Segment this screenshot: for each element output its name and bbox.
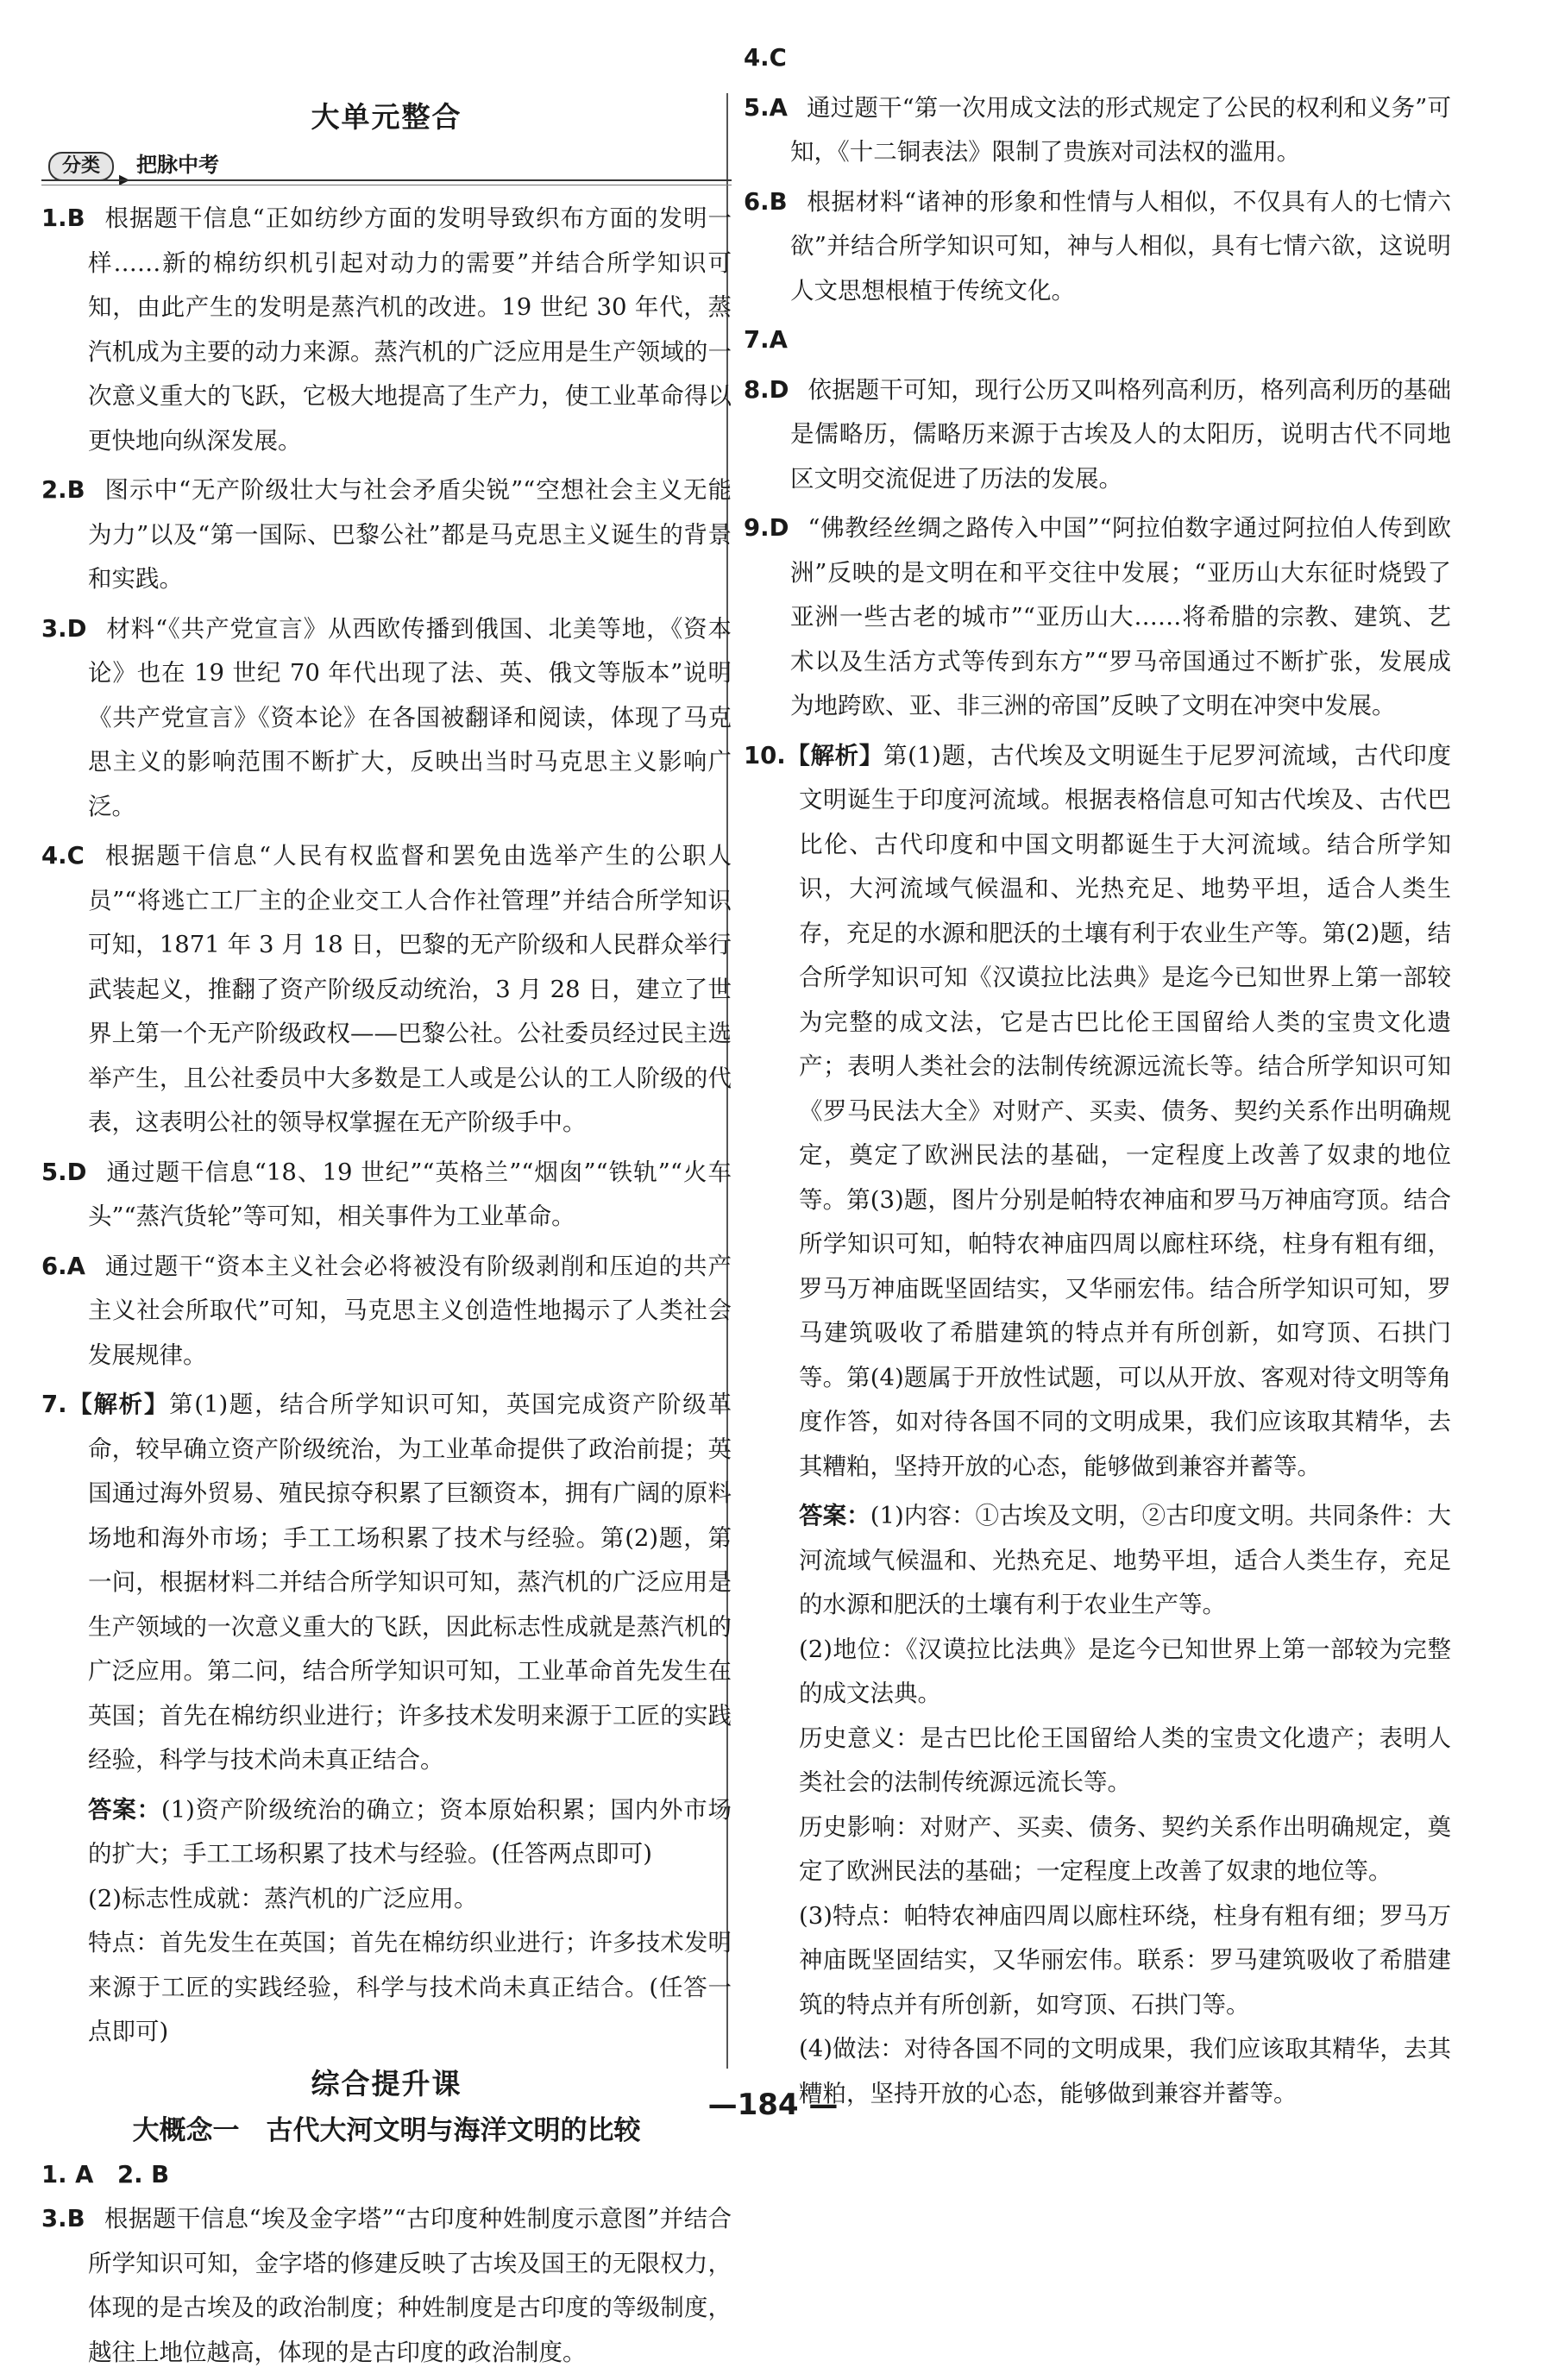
section-title: 大单元整合 <box>311 100 462 134</box>
answer-item-10-answer-5: (3)特点：帕特农神庙四周以廊柱环绕，柱身有粗有细；罗马万神庙既坚固结实，又华丽宏伟。联系：罗马建筑吸收了希腊建筑的特点并有所创新，如穹顶、石拱门等。 <box>799 1901 1451 2019</box>
answer-item-s2-6: 6.B 根据材料“诸神的形象和性情与人相似，不仅具有人的七情六欲”并结合所学知识可知，神与人相似，具有七情六欲，这说明人文思想根植于传统文化。 <box>744 187 1451 305</box>
left-column <box>41 93 732 2380</box>
answer-items-1-2: 1. A 2. B <box>41 2160 170 2188</box>
answer-item-10-answer-3: 历史意义：是古巴比伦王国留给人类的宝贵文化遗产；表明人类社会的法制传统源远流长等。 <box>799 1724 1451 1796</box>
answer-item-s2-9: 9.D “佛教经丝绸之路传入中国”“阿拉伯数字通过阿拉伯人传到欧洲”反映的是文明在和平交往中发展；“亚历山大东征时烧毁了亚洲一些古老的城市”“亚历山大……将希腊的宗教、建筑、艺术以及生活方式等传到东方”“罗马帝国通过不断扩张，发展成为地跨欧、亚、非三洲的帝国”反映了文明在冲突中发展。 <box>744 514 1451 719</box>
answer-item-6: 6.A 通过题干“资本主义社会必将被没有阶级剥削和压迫的共产主义社会所取代”可知，马克思主义创造性地揭示了人类社会发展规律。 <box>41 1252 732 1369</box>
right-column <box>744 44 1452 2116</box>
answer-item-10-answer-1: 答案：(1)内容：①古埃及文明，②古印度文明。共同条件：大河流域气候温和、光热充足、地势平坦，适合人类生存，充足的水源和肥沃的土壤有利于农业生产等。 <box>799 1502 1452 1618</box>
page-number: —184 — <box>707 2088 839 2122</box>
answer-item-3: 3.D 材料“《共产党宣言》从西欧传播到俄国、北美等地，《资本论》也在 19 世纪 70 年代出现了法、英、俄文等版本”说明《共产党宣言》《资本论》在各国被翻译和阅读，体现了马克思主义的影响范围不断扩大，反映出当时马克思主义影响广泛。 <box>41 614 732 820</box>
answer-item-5: 5.D 通过题干信息“18、19 世纪”“英格兰”“烟囱”“铁轨”“火车头”“蒸汽货轮”等可知，相关事件为工业革命。 <box>41 1158 732 1230</box>
answer-item-7-answer: 答案：(1)资产阶级统治的确立；资本原始积累；国内外市场的扩大；手工工场积累了技术与经验。(任答两点即可) <box>88 1795 732 1868</box>
answer-item-7-answer-3: 特点：首先发生在英国；首先在棉纺织业进行；许多技术发明来源于工匠的实践经验，科学与技术尚未真正结合。(任答一点即可) <box>88 1929 732 2045</box>
answer-item-s2-8: 8.D 依据题干可知，现行公历又叫格列高利历，格列高利历的基础是儒略历，儒略历来源于古埃及人的太阳历，说明古代不同地区文明交流促进了历法的发展。 <box>744 375 1451 493</box>
answer-item-s2-5: 5.A 通过题干“第一次用成文法的形式规定了公民的权利和义务”可知，《十二铜表法》限制了贵族对司法权的滥用。 <box>744 93 1451 166</box>
divider-line <box>41 179 732 181</box>
answer-item-10-answer-4: 历史影响：对财产、买卖、债务、契约关系作出明确规定，奠定了欧洲民法的基础；一定程度上改善了奴隶的地位等。 <box>799 1812 1451 1885</box>
answer-item-10-analysis: 10.【解析】第(1)题，古代埃及文明诞生于尼罗河流域，古代印度文明诞生于印度河流域。根据表格信息可知古代埃及、古代巴比伦、古代印度和中国文明都诞生于大河流域。结合所学知识，大河流域气候温和、光热充足、地势平坦，适合人类生存，充足的水源和肥沃的土壤有利于农业生产等。第(2)题，结合所学知识可知《汉谟拉比法典》是迄今已知世界上第一部较为完整的成文法，它是古巴比伦王国留给人类的宝贵文化遗产；表明人类社会的法制传统源远流长等。结合所学知识可知《罗马民法大全》对财产、买卖、债务、契约关系作出明确规定，奠定了欧洲民法的基础，一定程度上改善了奴隶的地位等。第(3)题，图片分别是帕特农神庙和罗马万神庙穹顶。结合所学知识可知，帕特农神庙四周以廊柱环绕，柱身有粗有细，罗马万神庙既坚固结实，又华丽宏伟。结合所学知识可知，罗马建筑吸收了希腊建筑的特点并有所创新，如穹顶、石拱门等。第(4)题属于开放性试题，可以从开放、客观对待文明等角度作答，如对待各国不同的文明成果，我们应该取其精华，去其糟粕，坚持开放的心态，能够做到兼容并蓄等。 <box>744 741 1452 1480</box>
answer-item-7-analysis: 7.【解析】第(1)题，结合所学知识可知，英国完成资产阶级革命，较早确立资产阶级统治，为工业革命提供了政治前提；英国通过海外贸易、殖民掠夺积累了巨额资本，拥有广阔的原料场地和海外市场；手工工场积累了技术与经验。第(2)题，第一问，根据材料二并结合所学知识可知，蒸汽机的广泛应用是生产领域的一次意义重大的飞跃，因此标志性成就是蒸汽机的广泛应用。第二问，结合所学知识可知，工业革命首先发生在英国；首先在棉纺织业进行；许多技术发明来源于工匠的实践经验，科学与技术尚未真正结合。 <box>41 1391 732 1774</box>
answer-item-s2-4: 4.C <box>744 44 787 72</box>
answer-item-s2-7: 7.A <box>744 326 788 354</box>
answer-item-10-answer-6: (4)做法：对待各国不同的文明成果，我们应该取其精华，去其糟粕，坚持开放的心态，能够做到兼容并蓄等。 <box>799 2035 1451 2107</box>
answer-item-2: 2.B 图示中“无产阶级壮大与社会矛盾尖锐”“空想社会主义无能为力”以及“第一国际、巴黎公社”都是马克思主义诞生的背景和实践。 <box>41 476 732 593</box>
answer-item-10-answer-2: (2)地位：《汉谟拉比法典》是迄今已知世界上第一部较为完整的成文法典。 <box>799 1635 1451 1707</box>
answer-item-s2-3: 3.B 根据题干信息“埃及金字塔”“古印度种姓制度示意图”并结合所学知识可知，金字塔的修建反映了古埃及国王的无限权力，体现的是古埃及的政治制度；种姓制度是古印度的等级制度，越往上地位越高，体现的是古印度的政治制度。 <box>41 2205 732 2366</box>
answer-item-4: 4.C 根据题干信息“人民有权监督和罢免由选举产生的公职人员”“将逃亡工厂主的企业交工人合作社管理”并结合所学知识可知，1871 年 3 月 18 日，巴黎的无产阶级和人民群众举行武装起义，推翻了资产阶级反动统治，3 月 28 日，建立了世界上第一个无产阶级政权——巴黎公社。公社委员经过民主选举产生，且公社委员中大多数是工人或是公认的工人阶级的代表，这表明公社的领导权掌握在无产阶级手中。 <box>41 842 732 1136</box>
section-title-2: 综合提升课 <box>311 2066 462 2101</box>
category-subtitle: 把脉中考 <box>136 153 219 177</box>
answer-item-1: 1.B 根据题干信息“正如纺纱方面的发明导致织布方面的发明一样……新的棉纺织机引起对动力的需要”并结合所学知识可知，由此产生的发明是蒸汽机的改进。19 世纪 30 年代，蒸汽机成为主要的动力来源。蒸汽机的广泛应用是生产领域的一次意义重大的飞跃，它极大地提高了生产力，使工业革命得以更快地向纵深发展。 <box>41 204 732 455</box>
category-tag: 分类 <box>48 152 114 181</box>
answer-item-7-answer-2: (2)标志性成就：蒸汽机的广泛应用。 <box>88 1884 478 1912</box>
big-concept-title: 大概念一 古代大河文明与海洋文明的比较 <box>132 2114 641 2146</box>
category-tag-bar <box>41 148 732 183</box>
